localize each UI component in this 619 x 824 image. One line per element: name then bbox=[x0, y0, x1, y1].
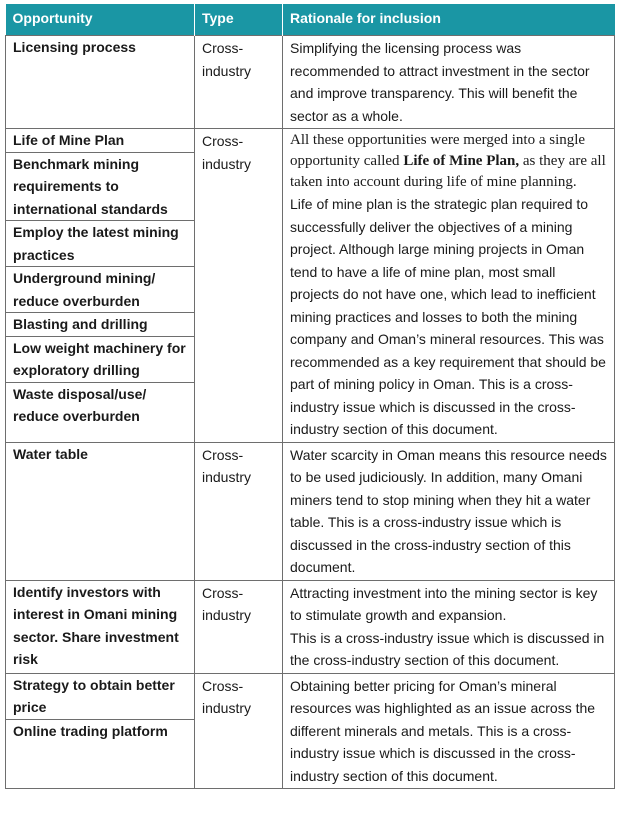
opportunity-cell bbox=[6, 36, 195, 129]
type-cell: Cross-industry bbox=[195, 129, 283, 443]
opportunity-item: Underground mining/ reduce overburden bbox=[6, 267, 194, 313]
table-row bbox=[6, 36, 615, 129]
opportunity-item: Blasting and drilling bbox=[6, 313, 194, 337]
type-cell: Cross-industry bbox=[195, 442, 283, 580]
header-type: Type bbox=[195, 4, 283, 36]
opportunity-cell bbox=[6, 442, 195, 580]
header-rationale: Rationale for inclusion bbox=[283, 4, 615, 36]
rationale-text: Attracting investment into the mining sector is key to stimulate growth and expansion. bbox=[290, 584, 598, 623]
rationale-text: Life of mine plan is the strategic plan required to successfully deliver the objectives of a mining project. Although large mining projects in Oman tend to have a life of mine plan, most small projects do not have one, which lead to inefficient mining practices and losses to both the mining company and Oman’s mineral resources. This was recommended as a key requirement that should be part of mining policy in Oman. This is a cross-industry issue which is discussed in the cross-industry section of this document. bbox=[290, 196, 606, 437]
rationale-intro bbox=[290, 130, 608, 193]
type-cell: Cross-industry bbox=[195, 580, 283, 673]
opportunity-item: Strategy to obtain better price bbox=[6, 674, 194, 720]
rationale-cell bbox=[283, 580, 615, 673]
opportunity-item: Benchmark mining requirements to international standards bbox=[6, 153, 194, 222]
opportunity-item: Online trading platform bbox=[13, 722, 168, 739]
type-cell: Cross-industry bbox=[195, 36, 283, 129]
opportunity-item: Licensing process bbox=[13, 39, 136, 55]
table-row bbox=[6, 673, 615, 789]
opportunity-item: Waste disposal/use/ reduce overburden bbox=[13, 385, 147, 424]
rationale-text: This is a cross-industry issue which is discussed in the cross-industry section of this document. bbox=[290, 629, 605, 668]
opportunity-cell bbox=[6, 129, 195, 443]
table-row bbox=[6, 442, 615, 580]
opportunity-cell bbox=[6, 673, 195, 789]
rationale-intro-before: All these opportunities were merged into a single opportunity called bbox=[290, 132, 586, 169]
opportunities-table bbox=[5, 4, 615, 789]
opportunity-item: Low weight machinery for exploratory drilling bbox=[6, 337, 194, 383]
rationale-text: Simplifying the licensing process was recommended to attract investment in the sector and improve transparency. This will benefit the sector as a whole. bbox=[290, 40, 590, 124]
rationale-cell bbox=[283, 36, 615, 129]
rationale-cell bbox=[283, 129, 615, 443]
opportunity-cell bbox=[6, 580, 195, 673]
opportunity-item: Identify investors with interest in Omani mining sector. Share investment risk bbox=[13, 583, 179, 667]
header-opportunity: Opportunity bbox=[6, 4, 195, 36]
opportunity-item: Life of Mine Plan bbox=[6, 129, 194, 153]
rationale-text: Water scarcity in Oman means this resource needs to be used judiciously. In addition, many Omani miners tend to stop mining when they hit a water table. This is a cross-industry issue which is discussed in the cross-industry section of this document. bbox=[290, 446, 607, 575]
table-header-row bbox=[6, 4, 615, 36]
opportunity-item: Employ the latest mining practices bbox=[6, 221, 194, 267]
rationale-cell bbox=[283, 442, 615, 580]
rationale-intro-bold: Life of Mine Plan, bbox=[403, 153, 520, 169]
table-row bbox=[6, 580, 615, 673]
rationale-text: Obtaining better pricing for Oman’s mineral resources was highlighted as an issue across the different minerals and metals. This is a cross-industry issue which is discussed in the cross-industry section of this document. bbox=[290, 677, 596, 784]
opportunity-item: Water table bbox=[13, 445, 88, 462]
rationale-cell bbox=[283, 673, 615, 789]
type-cell: Cross-industry bbox=[195, 673, 283, 789]
table-row bbox=[6, 129, 615, 443]
rationale-intro-after: as they are all taken into account during life of mine planning. bbox=[290, 153, 606, 190]
